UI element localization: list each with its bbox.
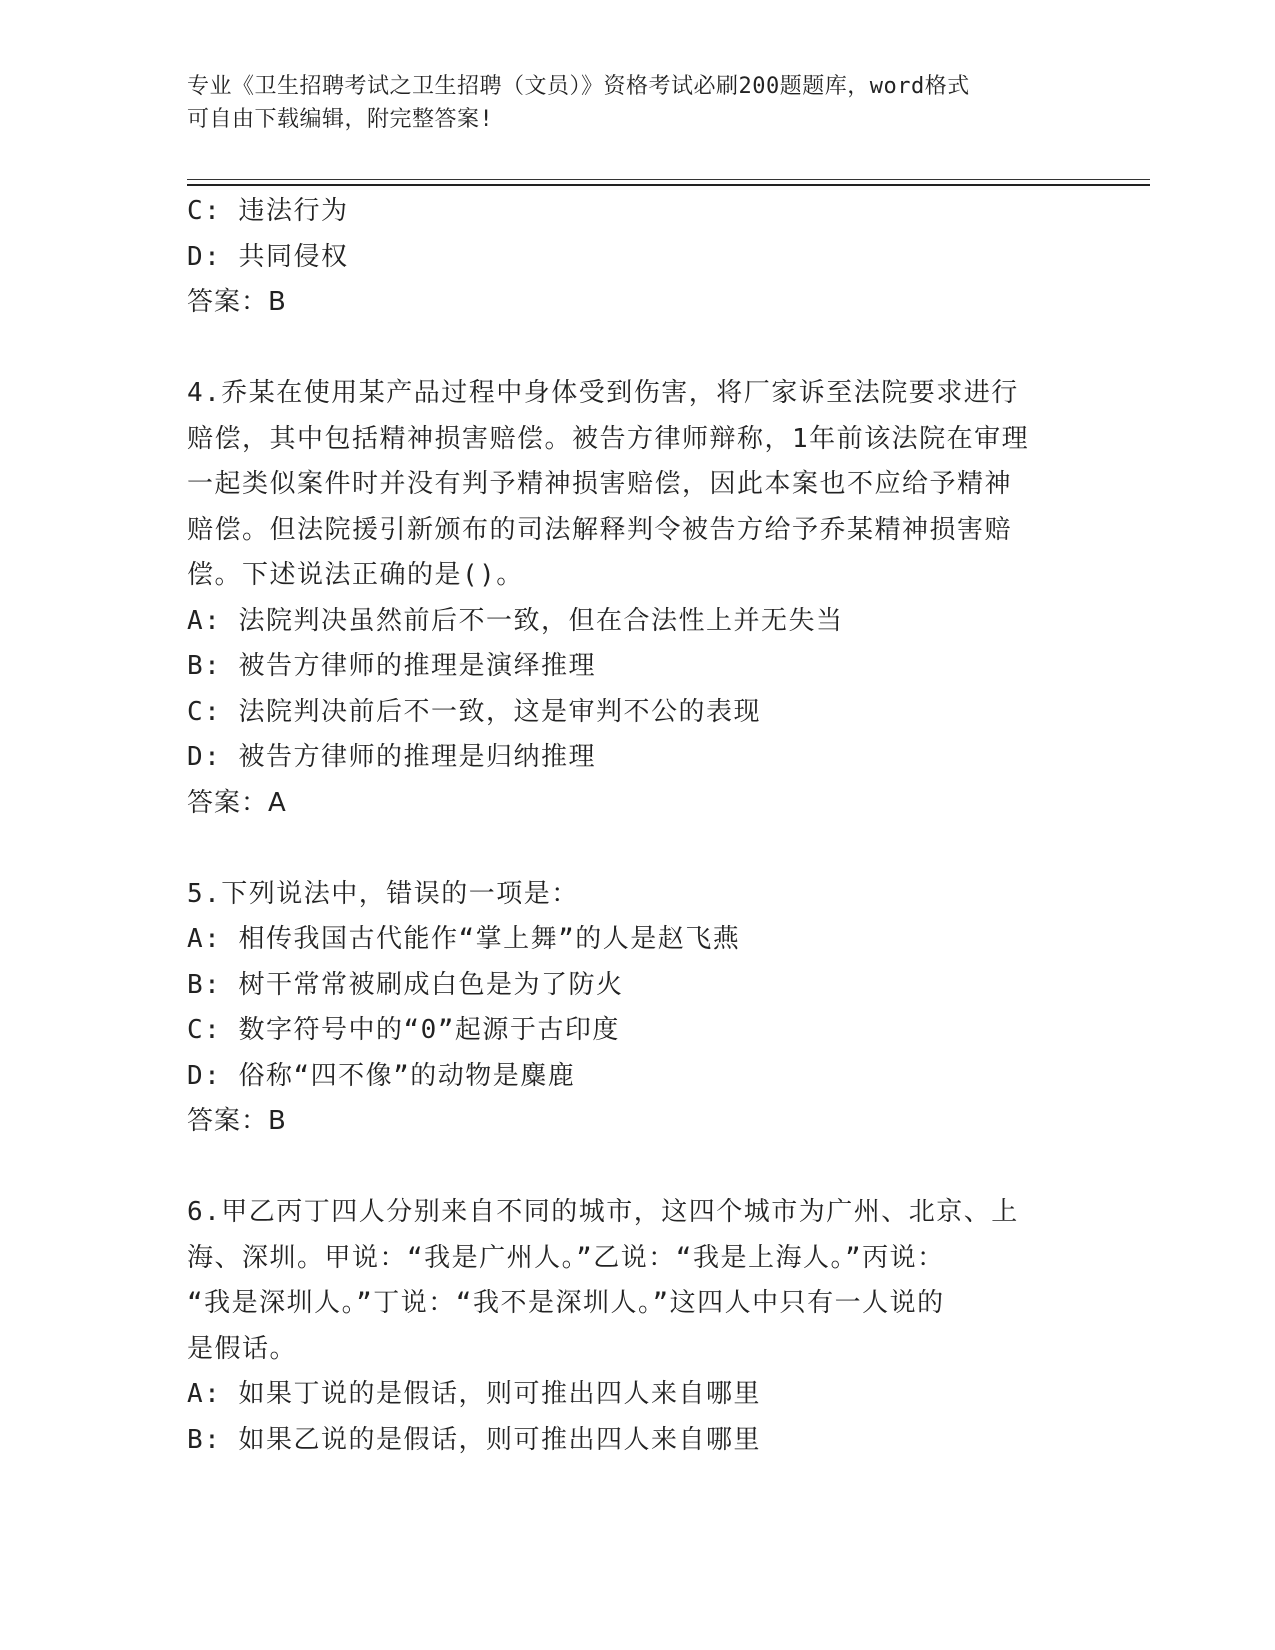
spacer [187,826,1087,872]
header-divider-thick [187,184,1150,186]
question-stem-line: 5.下列说法中，错误的一项是： [187,878,579,909]
spacer [187,326,1087,372]
header-divider-thin [187,179,1150,180]
question-stem-line: 偿。下述说法正确的是()。 [187,560,524,590]
option-d: D: 被告方律师的推理是归纳推理 [187,742,596,772]
option-b: B: 如果乙说的是假话，则可推出四人来自哪里 [187,1424,761,1455]
answer-line: 答案：B [187,287,287,317]
option-b: B: 被告方律师的推理是演绎推理 [187,651,596,681]
question-4 [187,371,1087,826]
question-stem-line: 是假话。 [187,1333,298,1364]
option-a: A: 如果丁说的是假话，则可推出四人来自哪里 [187,1379,761,1409]
question-list [187,189,1087,1463]
option-d: D: 共同侵权 [187,241,349,272]
option-d: D: 俗称“四不像”的动物是麋鹿 [187,1060,576,1091]
option-c: C: 数字符号中的“0”起源于古印度 [187,1015,620,1045]
question-stem-line: 4.乔某在使用某产品过程中身体受到伤害，将厂家诉至法院要求进行 [187,378,1019,408]
spacer [187,1145,1087,1191]
option-a: A: 法院判决虽然前后不一致，但在合法性上并无失当 [187,605,844,636]
question-stem-line: 赔偿。但法院援引新颁布的司法解释判令被告方给予乔某精神损害赔 [187,514,1013,545]
question-stem-line: 海、深圳。甲说：“我是广州人。”乙说：“我是上海人。”丙说： [187,1242,945,1273]
option-b: B: 树干常常被刷成白色是为了防火 [187,969,624,1000]
question-6 [187,1190,1087,1463]
question-stem-line: 一起类似案件时并没有判予精神损害赔偿，因此本案也不应给予精神 [187,469,1013,499]
header-line-1: 专业《卫生招聘考试之卫生招聘（文员）》资格考试必刷200题题库，word格式 [187,74,970,99]
question-stem-line: 赔偿，其中包括精神损害赔偿。被告方律师辩称，1年前该法院在审理 [187,423,1030,454]
option-a: A: 相传我国古代能作“掌上舞”的人是赵飞燕 [187,924,741,954]
document-header [187,70,1067,136]
option-c: C: 违法行为 [187,196,349,226]
option-c: C: 法院判决前后不一致，这是审判不公的表现 [187,696,761,727]
answer-line: 答案：A [187,787,287,818]
question-stem-line: “我是深圳人。”丁说：“我不是深圳人。”这四人中只有一人说的 [187,1288,945,1318]
answer-line: 答案：B [187,1106,287,1136]
question-3-tail [187,189,1087,326]
question-stem-line: 6.甲乙丙丁四人分别来自不同的城市，这四个城市为广州、北京、上 [187,1197,1019,1227]
question-5 [187,872,1087,1145]
header-line-2: 可自由下载编辑，附完整答案! [187,107,494,132]
